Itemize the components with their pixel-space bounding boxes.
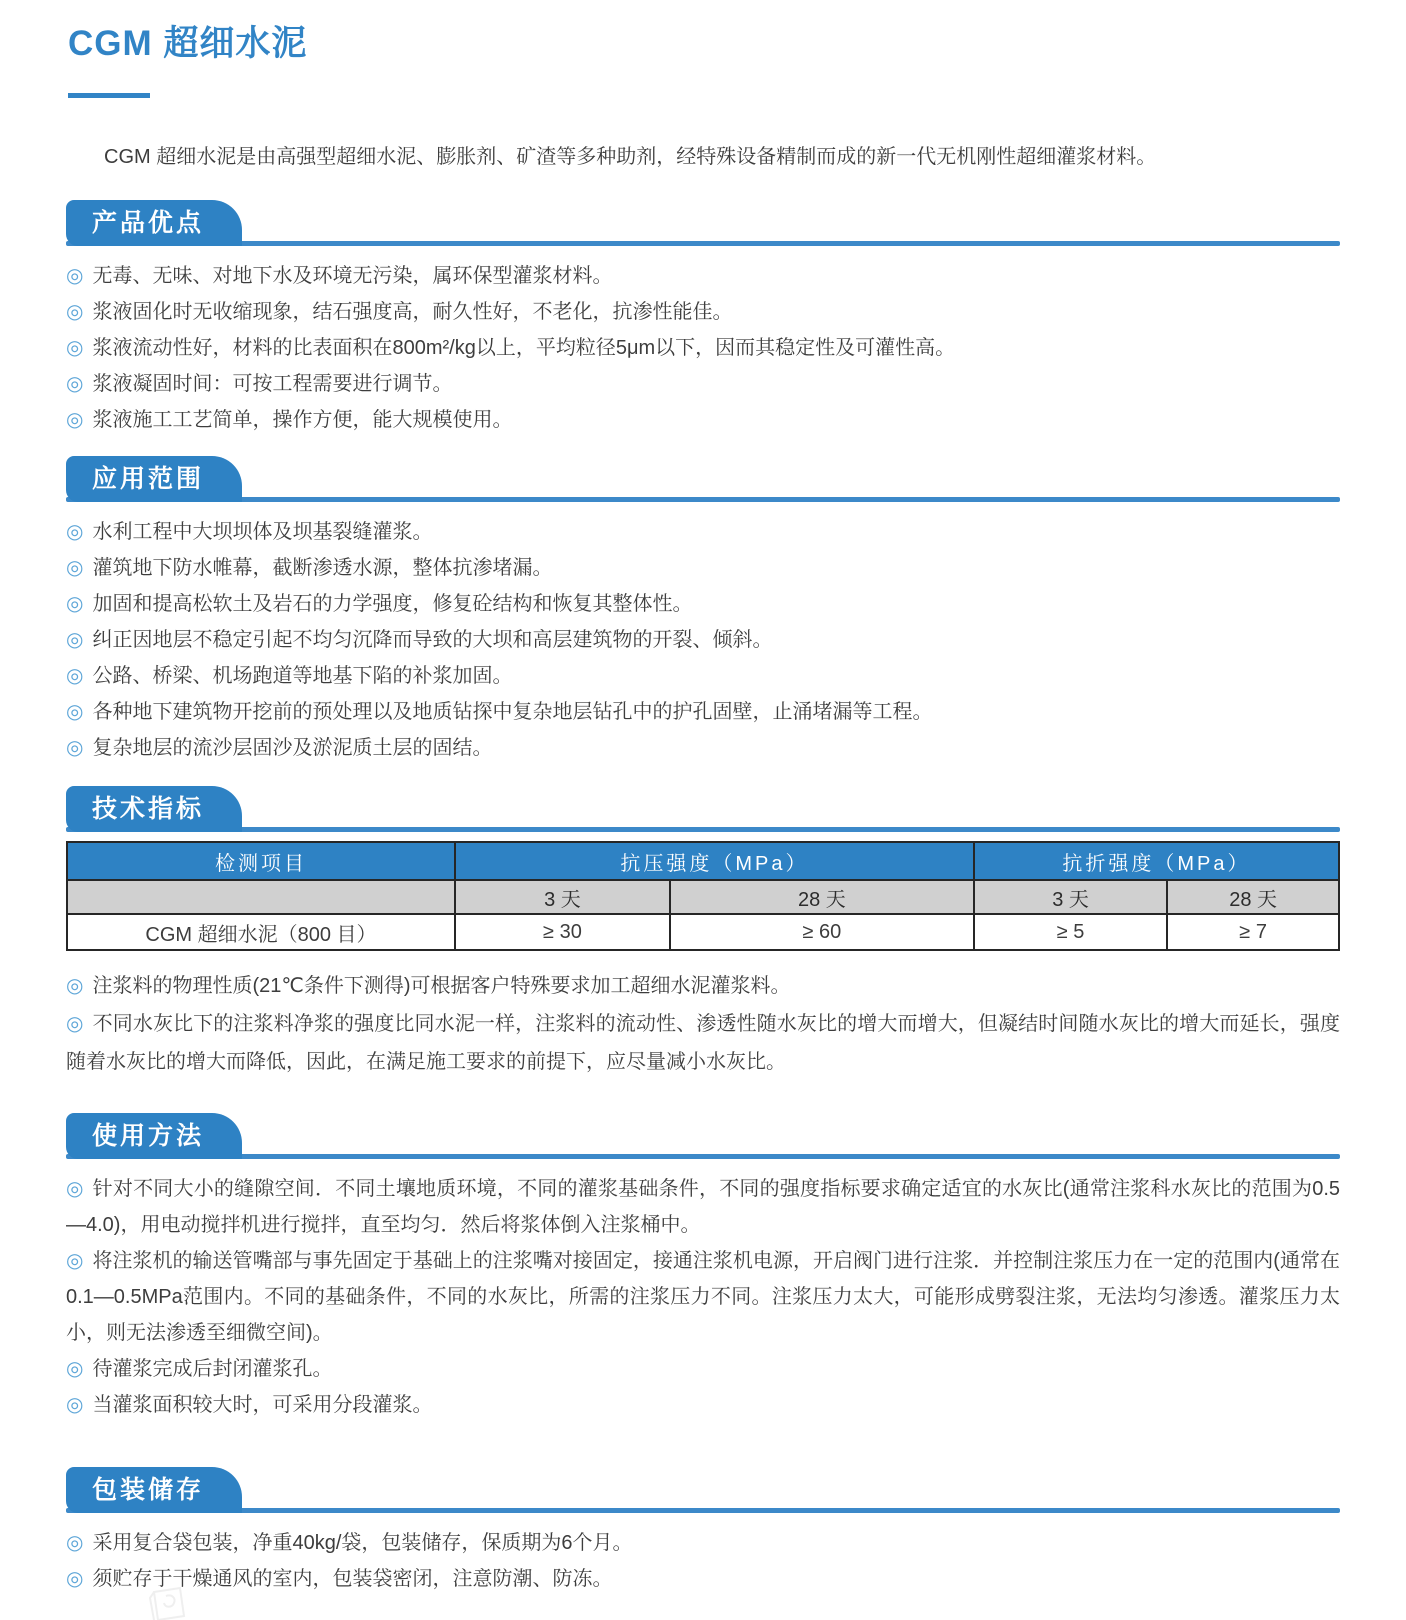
- section-rule: [66, 1508, 1340, 1513]
- section-usage: [66, 1113, 1340, 1423]
- section-specs: [66, 786, 1340, 1081]
- list-item: [66, 550, 1340, 586]
- list-item-text: 灌筑地下防水帷幕，截断渗透水源，整体抗渗堵漏。: [92, 557, 553, 579]
- list-item-text: 须贮存于干燥通风的室内，包装袋密闭，注意防潮、防冻。: [92, 1568, 613, 1590]
- list-item: [66, 402, 1340, 438]
- list-item: [66, 967, 1340, 1005]
- section-banner-specs: 技术指标: [66, 786, 242, 832]
- list-item-text: 浆液固化时无收缩现象，结石强度高，耐久性好，不老化，抗渗性能佳。: [92, 301, 733, 323]
- list-item-text: 浆液凝固时间：可按工程需要进行调节。: [92, 373, 453, 395]
- table-subheader-row: [67, 880, 1339, 914]
- list-item: [66, 694, 1340, 730]
- bullet-icon: ◎: [66, 975, 84, 997]
- bullet-icon: ◎: [66, 373, 84, 395]
- table-subheader-cell: 28 天: [1167, 880, 1339, 914]
- list-item: [66, 258, 1340, 294]
- bullet-icon: ◎: [66, 337, 84, 359]
- bullet-icon: ◎: [66, 301, 84, 323]
- spec-notes-list: [66, 967, 1340, 1081]
- bullet-icon: ◎: [66, 1358, 84, 1380]
- section-banner-applications: 应用范围: [66, 456, 242, 502]
- list-item: [66, 330, 1340, 366]
- list-item-text: 将注浆机的输送管嘴部与事先固定于基础上的注浆嘴对接固定，接通注浆机电源，开启阀门进行注浆．并控制注浆压力在一定的范围内(通常在0.1—0.5MPa范围内。不同的基础条件，不同的水灰比，所需的注浆压力不同。注浆压力太大，可能形成劈裂注浆，无法均匀渗透。灌浆压力太小，则无法渗透至细微空间)。: [66, 1250, 1340, 1344]
- section-rule: [66, 1154, 1340, 1159]
- bullet-icon: ◎: [66, 629, 84, 651]
- title-underline: [68, 93, 150, 98]
- table-header-cell-item: 检测项目: [67, 842, 455, 880]
- section-header-usage: [66, 1113, 1340, 1159]
- section-header-specs: [66, 786, 1340, 832]
- bullet-icon: ◎: [66, 1532, 84, 1554]
- section-header-advantages: [66, 200, 1340, 246]
- applications-list: [66, 514, 1340, 766]
- list-item: [66, 1351, 1340, 1387]
- section-rule: [66, 497, 1340, 502]
- list-item-text: 采用复合袋包装，净重40kg/袋，包装储存，保质期为6个月。: [92, 1532, 633, 1554]
- table-subheader-cell: 3 天: [455, 880, 670, 914]
- list-item: [66, 730, 1340, 766]
- list-item-text: 各种地下建筑物开挖前的预处理以及地质钻探中复杂地层钻孔中的护孔固壁，止涌堵漏等工程。: [92, 701, 933, 723]
- bullet-icon: ◎: [66, 1394, 84, 1416]
- intro-paragraph: CGM 超细水泥是由高强型超细水泥、膨胀剂、矿渣等多种助剂，经特殊设备精制而成的新一代无机刚性超细灌浆材料。: [104, 146, 1157, 168]
- section-banner-advantages: 产品优点: [66, 200, 242, 246]
- list-item-text: 公路、桥梁、机场跑道等地基下陷的补浆加固。: [92, 665, 513, 687]
- section-header-packaging: [66, 1467, 1340, 1513]
- list-item: [66, 1243, 1340, 1351]
- list-item-text: 无毒、无味、对地下水及环境无污染，属环保型灌浆材料。: [92, 265, 613, 287]
- list-item: [66, 1387, 1340, 1423]
- bullet-icon: ◎: [66, 593, 84, 615]
- list-item: [66, 1561, 1340, 1597]
- section-rule: [66, 241, 1340, 246]
- list-item-text: 加固和提高松软土及岩石的力学强度，修复砼结构和恢复其整体性。: [92, 593, 693, 615]
- page-title: CGM 超细水泥: [68, 24, 308, 63]
- table-cell-product-name: CGM 超细水泥（800 目）: [67, 914, 455, 950]
- section-banner-usage: 使用方法: [66, 1113, 242, 1159]
- advantages-list: [66, 258, 1340, 438]
- list-item-text: 针对不同大小的缝隙空间．不同土壤地质环境，不同的灌浆基础条件，不同的强度指标要求确定适宜的水灰比(通常注浆科水灰比的范围为0.5—4.0)，用电动搅拌机进行搅拌，直至均匀．然后将浆体倒入注浆桶中。: [66, 1178, 1341, 1236]
- packaging-list: [66, 1525, 1340, 1597]
- bullet-icon: ◎: [66, 409, 84, 431]
- section-banner-packaging: 包装储存: [66, 1467, 242, 1513]
- list-item: [66, 366, 1340, 402]
- bullet-icon: ◎: [66, 1250, 84, 1272]
- table-cell-value: ≥ 7: [1167, 914, 1339, 950]
- list-item-text: 待灌浆完成后封闭灌浆孔。: [92, 1358, 333, 1380]
- list-item: [66, 586, 1340, 622]
- table-subheader-cell: 3 天: [974, 880, 1167, 914]
- product-bag-image: [140, 1586, 198, 1620]
- bullet-icon: ◎: [66, 1013, 84, 1035]
- list-item-text: 浆液流动性好，材料的比表面积在800m²/kg以上，平均粒径5μm以下，因而其稳定性及可灌性高。: [92, 337, 956, 359]
- bullet-icon: ◎: [66, 1568, 84, 1590]
- section-advantages: [66, 200, 1340, 438]
- table-cell-value: ≥ 60: [670, 914, 974, 950]
- list-item-text: 水利工程中大坝坝体及坝基裂缝灌浆。: [92, 521, 433, 543]
- table-row: [67, 914, 1339, 950]
- table-subheader-cell: [67, 880, 455, 914]
- table-header-row: [67, 842, 1339, 880]
- list-item-text: 当灌浆面积较大时，可采用分段灌浆。: [92, 1394, 433, 1416]
- list-item: [66, 294, 1340, 330]
- list-item: [66, 1525, 1340, 1561]
- bullet-icon: ◎: [66, 701, 84, 723]
- list-item-text: 不同水灰比下的注浆料净浆的强度比同水泥一样，注浆料的流动性、渗透性随水灰比的增大而增大，但凝结时间随水灰比的增大而延长，强度随着水灰比的增大而降低，因此，在满足施工要求的前提下，应尽量减小水灰比。: [66, 1013, 1341, 1073]
- table-subheader-cell: 28 天: [670, 880, 974, 914]
- datasheet-page: [0, 16, 1406, 1597]
- bullet-icon: ◎: [66, 1178, 84, 1200]
- list-item: [66, 514, 1340, 550]
- section-applications: [66, 456, 1340, 766]
- list-item: [66, 1005, 1340, 1081]
- table-cell-value: ≥ 30: [455, 914, 670, 950]
- list-item-text: 纠正因地层不稳定引起不均匀沉降而导致的大坝和高层建筑物的开裂、倾斜。: [92, 629, 773, 651]
- spec-table: [66, 841, 1340, 951]
- bullet-icon: ◎: [66, 737, 84, 759]
- section-packaging: [66, 1467, 1340, 1597]
- usage-list: [66, 1171, 1340, 1423]
- list-item-text: 浆液施工工艺简单，操作方便，能大规模使用。: [92, 409, 513, 431]
- list-item-text: 复杂地层的流沙层固沙及淤泥质土层的固结。: [92, 737, 493, 759]
- table-header-cell-flexural: 抗折强度（MPa）: [974, 842, 1339, 880]
- bullet-icon: ◎: [66, 557, 84, 579]
- table-header-cell-compressive: 抗压强度（MPa）: [455, 842, 974, 880]
- bullet-icon: ◎: [66, 521, 84, 543]
- bullet-icon: ◎: [66, 665, 84, 687]
- list-item: [66, 1171, 1340, 1243]
- list-item: [66, 658, 1340, 694]
- bullet-icon: ◎: [66, 265, 84, 287]
- list-item: [66, 622, 1340, 658]
- section-header-applications: [66, 456, 1340, 502]
- section-rule: [66, 827, 1340, 832]
- table-cell-value: ≥ 5: [974, 914, 1167, 950]
- list-item-text: 注浆料的物理性质(21℃条件下测得)可根据客户特殊要求加工超细水泥灌浆料。: [92, 975, 791, 997]
